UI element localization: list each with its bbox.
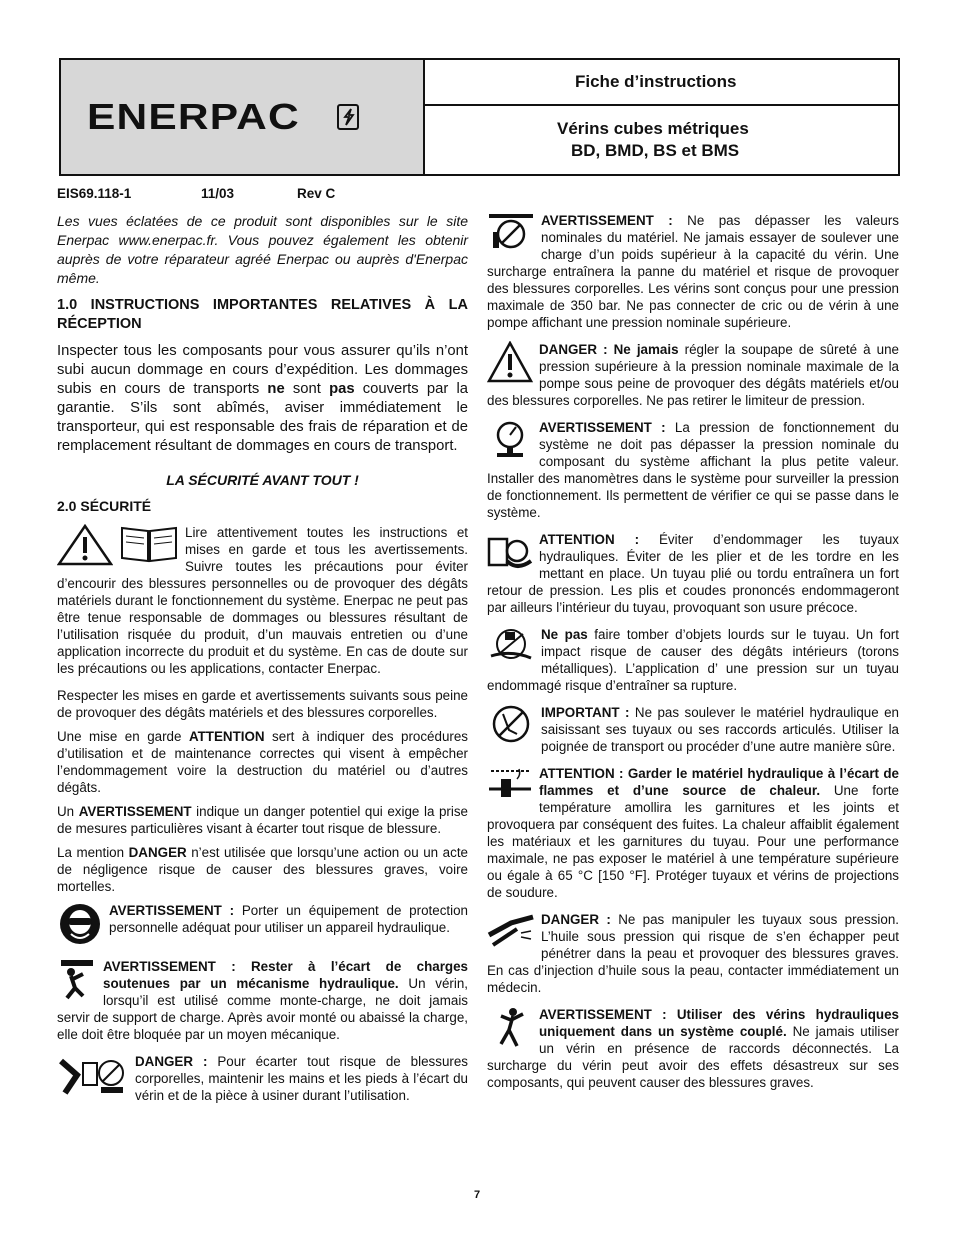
attention-definition: Une mise en garde ATTENTION sert à indiquer des procédures d’utilisation et de maintenance correctes qui visent à empêcher l’endommagement voire la destruction du matériel ou d’autres dégâts. bbox=[57, 729, 468, 795]
doc-date: 11/03 bbox=[201, 186, 235, 201]
reception-paragraph: Inspecter tous les composants pour vous assurer qu’ils n’ont subi aucun dommage en cours d’expédition. Les dommages subis en cours de transports ne sont pas couverts par la garantie. S’ils sont abîmés, aviser immédiatement le transporteur, qui est responsable des frais de réparation et de remplacement résultant de dommages en cours de transport. bbox=[57, 343, 468, 454]
document-title: Fiche d’instructions bbox=[425, 60, 898, 106]
intro-paragraph: Les vues éclatées de ce produit sont disponibles sur le site Enerpac www.enerpac.fr. Vous pouvez également les obtenir auprès de votre réparateur agréé Enerpac ou auprès d'Enerpac même. bbox=[57, 213, 468, 286]
safety-first-heading: LA SÉCURITÉ AVANT TOUT ! bbox=[166, 472, 359, 488]
document-meta bbox=[57, 186, 335, 201]
page-number: 7 bbox=[473, 1189, 481, 1201]
overload-icon bbox=[487, 212, 535, 250]
section-heading-safety: 2.0 SÉCURITÉ bbox=[57, 498, 152, 514]
warning-definition: Un AVERTISSEMENT indique un danger potentiel qui exige la prise de mesures particulières visant à écarter tout risque de blessure. bbox=[57, 804, 469, 836]
warning-ppe-block: AVERTISSEMENT : Porter un équipement de protection personnelle adéquat pour utiliser un appareil hydraulique. bbox=[57, 902, 468, 948]
danger-relief-valve-block: DANGER : Ne jamais régler la soupape de sûreté à une pression supérieure à la pression nominale maximale de la pompe sous peine de provoquer des dégâts matériels et/ou des blessures corporelles. Ne pas retirer le limiteur de pression. bbox=[487, 342, 899, 408]
oil-injection-icon bbox=[487, 911, 535, 949]
respect-paragraph: Respecter les mises en garde et avertissements suivants sous peine de provoquer des dégâts matériels et des blessures corporelles. bbox=[57, 688, 468, 720]
attention-heat-block: ATTENTION : Garder le matériel hydraulique à l’écart de flammes et d’une source de chaleur. Une forte température amollira les garnitures et les joints et provoquera par conséquent des fuites. La chaleur affaiblit également les matériaux et les garnitures du tuyau. Pour une performance maximale, ne pas exposer le matériel à une température supérieure ou égale à 65 °C [150 °F]. Protéger tuyaux et vérins de projections de soudure. bbox=[487, 766, 899, 900]
enerpac-logo-mark-icon bbox=[337, 104, 359, 130]
title-panel bbox=[425, 60, 898, 174]
danger-definition: La mention DANGER n’est utilisée que lorsqu’une action ou un acte de négligence risque de causer des blessures graves, voire mortelles. bbox=[57, 845, 468, 894]
enerpac-logo: ENERPAC bbox=[87, 96, 300, 137]
subtitle-line-1: Vérins cubes métriques bbox=[557, 119, 749, 138]
document-header bbox=[59, 58, 900, 176]
person-recoil-icon bbox=[487, 1006, 533, 1048]
hands-feet-clear-icon bbox=[57, 1053, 129, 1095]
warning-pressure-block: AVERTISSEMENT : La pression de fonctionnement du système ne doit pas dépasser la pression nominale du composant du système affichant la plus petite valeur. Installer des manomètres dans le système pour surveiller la pression de fonctionnement. Ils permettent de vérifier ce qui se passe dans le système. bbox=[487, 420, 899, 520]
kinked-hose-icon bbox=[487, 531, 533, 571]
warning-coupled-system-block: AVERTISSEMENT : Utiliser des vérins hydrauliques uniquement dans un système couplé. Ne jamais utiliser un vérin en présence de raccords déconnectés. La surcharge du vérin peut avoir des effets désastreux sur ses composants, qui peuvent causer des blessures graves. bbox=[487, 1007, 899, 1090]
attention-hose-damage-block: ATTENTION : Éviter d’endommager les tuyaux hydrauliques. Éviter de les plier et de les tordre en les mettant en place. Un tuyau plié ou tordu entraînera un fort retour de pression. Les plis et coudes prononcés endommageront par ailleurs l’intérieur du tuyau, provoquant son usure précoce. bbox=[487, 532, 899, 615]
section-heading-reception: 1.0 INSTRUCTIONS IMPORTANTES RELATIVES À LA RÉCEPTION bbox=[57, 297, 468, 332]
danger-pressurized-hose-block: DANGER : Ne pas manipuler les tuyaux sous pression. L’huile sous pression qui risque de s’en échapper peut pénétrer dans la peau et provoquer des blessures graves. En cas d’injection d’huile sous la peau, contacter immédiatement un médecin. bbox=[487, 912, 899, 995]
warning-load-block: AVERTISSEMENT : Rester à l’écart de charges soutenues par un mécanisme hydraulique. Un vérin, lorsqu’il est utilisé comme monte-charge, ne doit jamais servir de support de charge. Après avoir monté ou abaissé la charge, elle doit être bloquée par un moyen mécanique. bbox=[57, 959, 468, 1042]
read-instructions-block bbox=[57, 524, 468, 677]
pressure-gauge-icon bbox=[487, 419, 533, 459]
danger-triangle-icon bbox=[487, 341, 533, 383]
warning-ratings-block: AVERTISSEMENT : Ne pas dépasser les valeurs nominales du matériel. Ne jamais essayer de soulever une charge d’un poids supérieur à la capacité du vérin. Une surcharge entraînera la panne du matériel et risque de provoquer des blessures corporelles. Les vérins sont conçus pour une pression maximale de 350 bar. Ne pas connecter de cric ou de vérin à une pompe affichant une pression nominale supérieure. bbox=[487, 213, 899, 330]
falling-object-hose-icon bbox=[487, 626, 535, 664]
doc-revision: Rev C bbox=[297, 186, 336, 201]
right-column bbox=[487, 212, 899, 1101]
manual-book-icon bbox=[119, 524, 179, 564]
danger-hands-block: DANGER : Pour écarter tout risque de blessures corporelles, maintenir les mains et les pieds à l’écart du vérin et de la pièce à usiner durant l’utilisation. bbox=[57, 1053, 468, 1104]
doc-number: EIS69.118-1 bbox=[57, 186, 132, 201]
subtitle-line-2: BD, BMD, BS et BMS bbox=[571, 141, 740, 160]
important-lifting-block: IMPORTANT : Ne pas soulever le matériel hydraulique en saisissant ses tuyaux ou ses raccords articulés. Utiliser la poignée de transport ou procéder d’une autre manière sûre. bbox=[487, 704, 899, 755]
document-subtitle bbox=[425, 106, 898, 174]
no-lift-by-hose-icon bbox=[487, 704, 535, 744]
logo-panel bbox=[61, 60, 425, 174]
left-column bbox=[57, 212, 468, 1114]
hose-impact-block: Ne pas faire tomber d’objets lourds sur le tuyau. Un fort impact risque de causer des dégâts intérieurs (torons métalliques). L’application d’ une pression sur un tuyau endommagé risque d’entraîner sa rupture. bbox=[487, 627, 899, 693]
protective-equipment-icon bbox=[57, 902, 103, 946]
warning-triangle-icon bbox=[57, 524, 113, 566]
read-instructions-text: Lire attentivement toutes les instructions et mises en garde et tous les avertissements. Suivre toutes les précautions pour éviter d’encourir des blessures personnelles ou de provoquer des dégâts matériels durant le fonctionnement du système. Enerpac ne peut pas être tenue responsable de dommages ou blessures résultant de l’utilisation risquée du produit, d’un mauvais entretien ou d’une application incorrecte du produit et du système. En cas de doute sur les précautions ou les applications, contacter Enerpac. bbox=[57, 525, 468, 676]
heat-source-icon bbox=[487, 765, 533, 803]
suspended-load-icon bbox=[57, 958, 97, 1000]
